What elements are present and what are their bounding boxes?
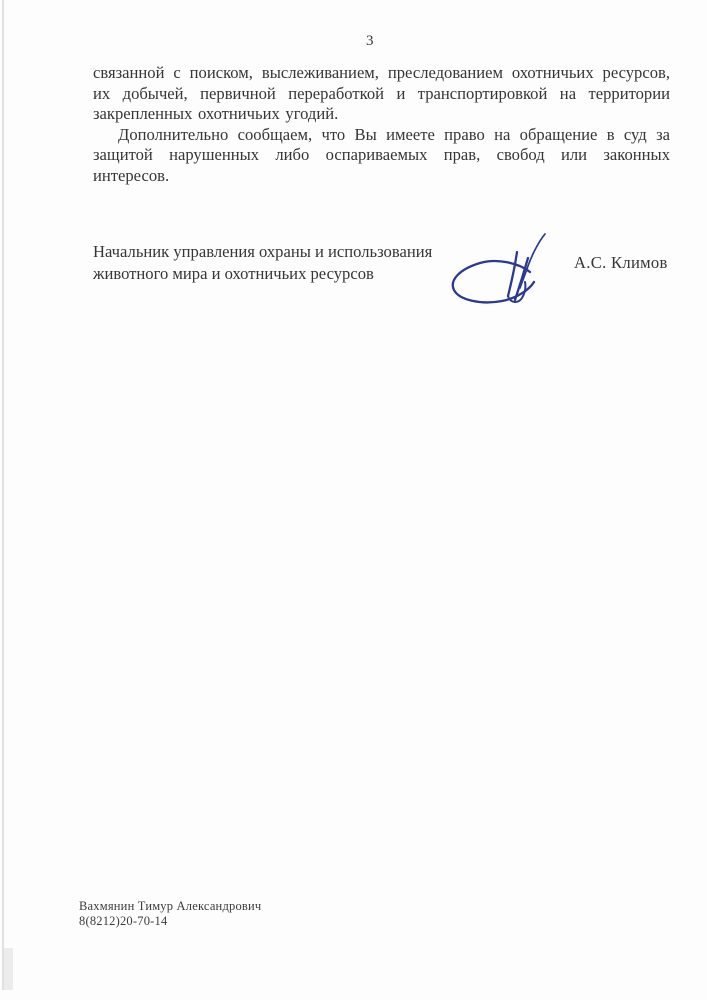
body-text — [93, 63, 670, 186]
scan-corner-artifact — [4, 948, 13, 990]
executor-phone: 8(8212)20-70-14 — [79, 913, 168, 928]
handwritten-signature — [445, 230, 560, 308]
signatory-title-line2: животного мира и охотничьих ресурсов — [93, 263, 374, 283]
paragraph1-line1: связанной с поиском, выслеживанием, преследованием охотничьих ресурсов, — [93, 63, 670, 82]
signatory-title — [93, 241, 473, 284]
signatory-title-line1: Начальник управления охраны и использования — [93, 242, 433, 261]
executor-name: Вахмянин Тимур Александрович — [79, 899, 262, 913]
scan-edge-artifact — [2, 0, 4, 990]
paragraph2-line3: интересов. — [93, 165, 170, 185]
paragraph1-line2: их добычей, первичной переработкой и транспортировкой на территории — [93, 83, 670, 103]
paragraph2-line2: защитой нарушенных либо оспариваемых прав, свобод или законных — [93, 145, 670, 164]
paragraph1-line3: закрепленных охотничьих угодий. — [93, 104, 339, 123]
executor-footer — [79, 899, 261, 928]
paragraph2-line1: Дополнительно сообщаем, что Вы имеете право на обращение в суд за — [118, 124, 670, 144]
page-number: 3 — [366, 33, 374, 49]
signatory-name: А.С. Климов — [574, 253, 668, 272]
